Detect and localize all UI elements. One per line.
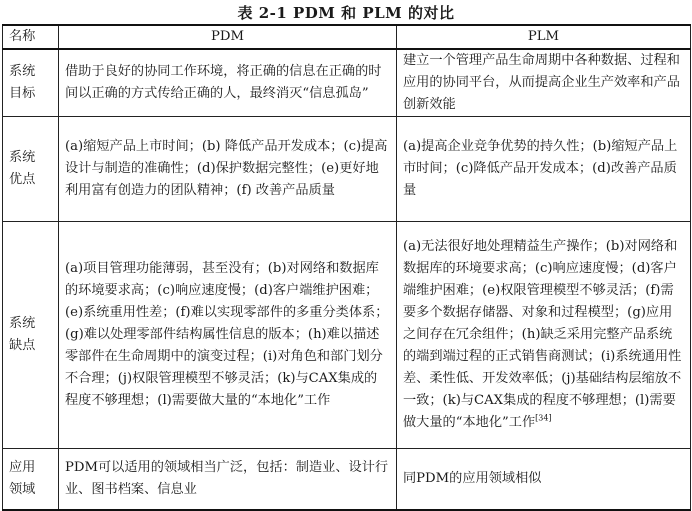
table-row <box>3 49 691 117</box>
header-name: 名称 <box>3 25 59 49</box>
row-label-line: 系统 <box>9 150 36 165</box>
row-label-line: 系统 <box>9 316 36 331</box>
comparison-table <box>2 24 691 511</box>
row-label-line: 领域 <box>9 482 36 497</box>
row-label <box>3 449 59 511</box>
plm-cell-text: (a)无法很好地处理精益生产操作；(b)对网络和数据库的环境要求高；(c)响应速度慢；(d)客户端维护困难；(e)权限管理模型不够灵活；(f)需要多个数据存储器、对象和过程模型；(g)应用之间存在冗余组件；(h)缺乏采用完整产品系统的端到端过程的正式销售商测试；(i)系统通用性差、柔性低、开发效率低；(j)基础结构层缩放不一致；(k)与CAX集成的程度不够理想；(l)需要做大量的“本地化”工作 <box>403 239 682 430</box>
plm-cell: 建立一个管理产品生命周期中各种数据、过程和应用的协同平台，从而提高企业生产效率和产品创新效能 <box>397 49 691 117</box>
pdm-cell: (a)缩短产品上市时间；(b) 降低产品开发成本；(c)提高设计与制造的准确性；(d)保护数据完整性；(e)更好地利用富有创造力的团队精神；(f) 改善产品质量 <box>59 117 397 222</box>
table-caption: 表 2-1 PDM 和 PLM 的对比 <box>237 4 455 22</box>
row-label-line: 系统 <box>9 64 36 79</box>
plm-cell: (a)提高企业竞争优势的持久性；(b)缩短产品上市时间；(c)降低产品开发成本；(d)改善产品质量 <box>397 117 691 222</box>
header-pdm: PDM <box>59 25 397 49</box>
row-label <box>3 222 59 449</box>
row-label <box>3 117 59 222</box>
pdm-cell: 借助于良好的协同工作环境，将正确的信息在正确的时间以正确的方式传给正确的人，最终消灭“信息孤岛” <box>59 49 397 117</box>
row-label-line: 应用 <box>9 460 36 475</box>
plm-cell <box>397 222 691 449</box>
plm-cell: 同PDM的应用领域相似 <box>397 449 691 511</box>
row-label-line: 优点 <box>9 172 36 187</box>
table-row <box>3 117 691 222</box>
table-row <box>3 222 691 449</box>
row-label-line: 缺点 <box>9 338 36 353</box>
table-row <box>3 449 691 511</box>
reference-citation: [34] <box>535 413 552 423</box>
row-label-line: 目标 <box>9 86 36 101</box>
pdm-cell: PDM可以适用的领域相当广泛，包括：制造业、设计行业、图书档案、信息业 <box>59 449 397 511</box>
header-plm: PLM <box>397 25 691 49</box>
pdm-cell: (a)项目管理功能薄弱，甚至没有；(b)对网络和数据库的环境要求高；(c)响应速度慢；(d)客户端维护困难；(e)系统重用性差；(f)难以实现零部件的多重分类体系；(g)难以处理零部件结构属性信息的版本；(h)难以描述零部件在生命周期中的演变过程；(i)对角色和部门划分不合理；(j)权限管理模型不够灵活；(k)与CAX集成的程度不够理想；(l)需要做大量的“本地化”工作 <box>59 222 397 449</box>
row-label <box>3 49 59 117</box>
table-header-row <box>3 25 691 49</box>
